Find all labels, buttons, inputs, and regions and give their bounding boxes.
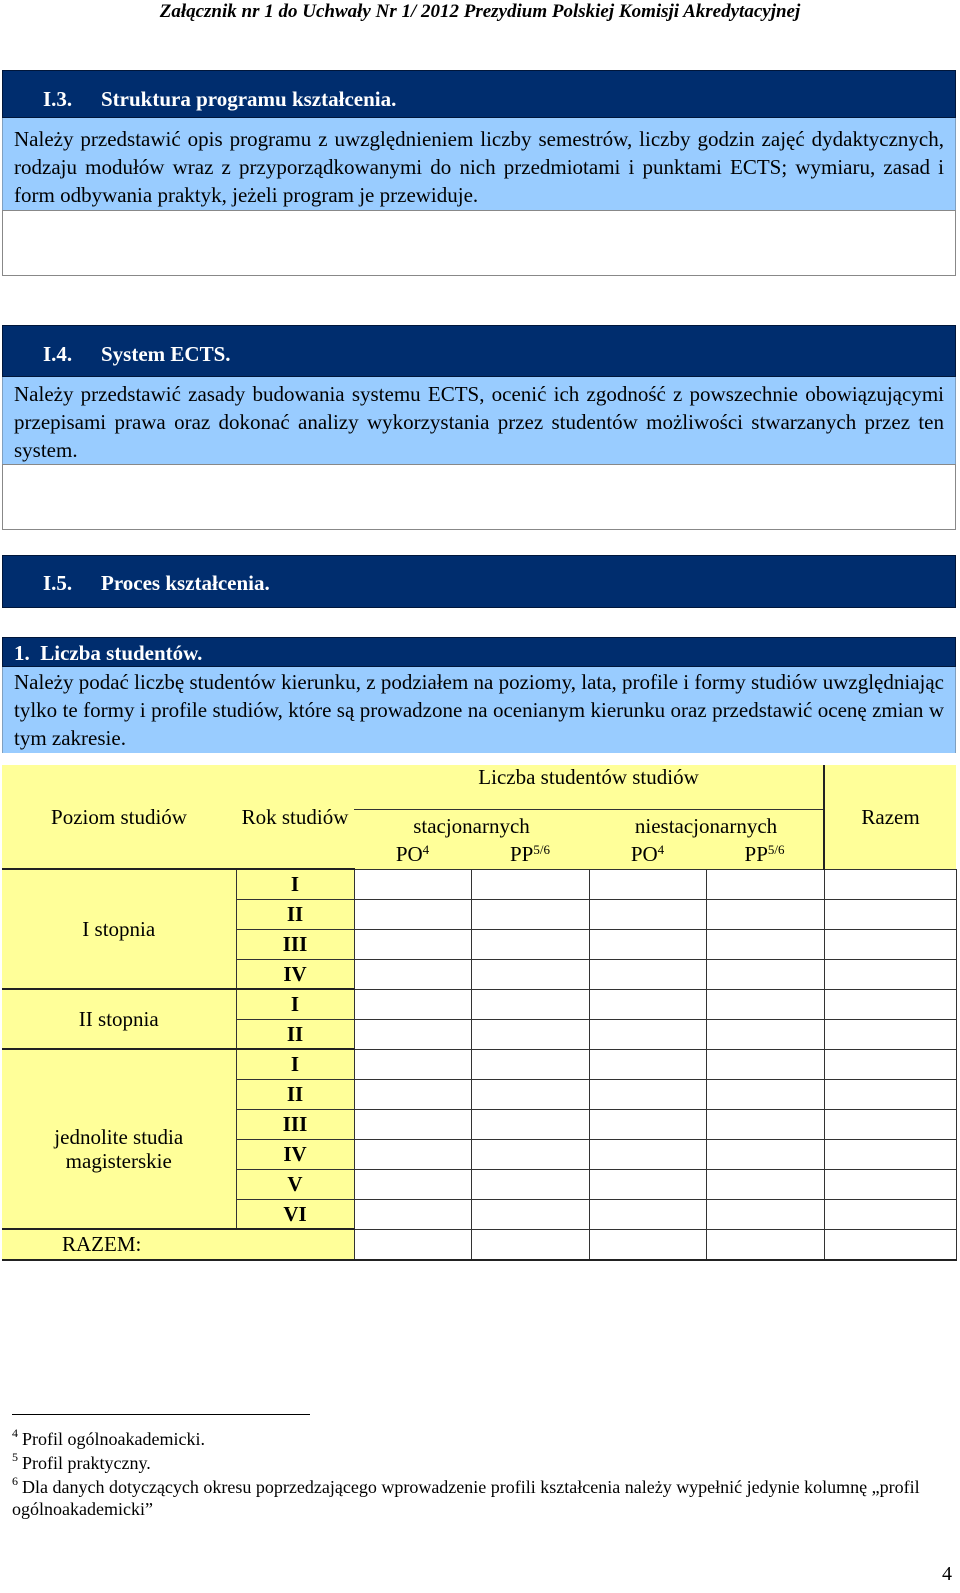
data-cell[interactable]	[589, 1019, 706, 1049]
instruction-i3: Należy przedstawić opis programu z uwzględnieniem liczby semestrów, liczby godzin zajęć dydaktycznych, rodzaju modułów wraz z przyporządkowanymi do nich przedmiotami i punktami ECTS; wymiaru, zasad i form odbywania praktyk, jeżeli program je przewiduje.	[2, 118, 956, 210]
footnote-separator	[12, 1414, 310, 1415]
section-title: Proces kształcenia.	[101, 571, 270, 595]
level-long-cycle-line1: jednolite studia	[54, 1125, 184, 1149]
year-cell: I	[236, 989, 354, 1019]
total-cell[interactable]	[471, 1229, 589, 1260]
year-cell: III	[236, 929, 354, 959]
data-cell[interactable]	[354, 1169, 471, 1199]
level-second-cycle: II stopnia	[2, 989, 236, 1049]
col-header-po: $PO^4$	[354, 839, 471, 869]
col-header-pp: $PP^{5/6}$	[471, 839, 589, 869]
data-cell[interactable]	[471, 1079, 589, 1109]
section-number: I.3.	[43, 87, 73, 111]
data-cell[interactable]	[706, 1199, 824, 1229]
level-first-cycle: I stopnia	[2, 869, 236, 989]
data-cell[interactable]	[471, 1019, 589, 1049]
data-cell[interactable]	[706, 1109, 824, 1139]
data-cell[interactable]	[589, 1109, 706, 1139]
data-cell[interactable]	[471, 989, 589, 1019]
data-cell[interactable]	[471, 1109, 589, 1139]
data-cell[interactable]	[824, 1079, 956, 1109]
section-number: I.5.	[43, 571, 73, 595]
data-cell[interactable]	[471, 959, 589, 989]
data-cell[interactable]	[589, 1199, 706, 1229]
data-cell[interactable]	[589, 1079, 706, 1109]
data-cell[interactable]	[471, 1049, 589, 1079]
data-cell[interactable]	[354, 1199, 471, 1229]
data-cell[interactable]	[824, 1019, 956, 1049]
col-header-total: Razem	[824, 765, 956, 869]
year-cell: II	[236, 1019, 354, 1049]
col-header-po: $PO^4$	[589, 839, 706, 869]
data-cell[interactable]	[354, 989, 471, 1019]
year-cell: IV	[236, 1139, 354, 1169]
total-cell[interactable]	[354, 1229, 471, 1260]
data-cell[interactable]	[471, 1199, 589, 1229]
data-cell[interactable]	[354, 1019, 471, 1049]
data-cell[interactable]	[706, 1019, 824, 1049]
col-header-year: Rok studiów	[236, 765, 354, 869]
data-cell[interactable]	[706, 929, 824, 959]
data-cell[interactable]	[589, 1139, 706, 1169]
data-cell[interactable]	[824, 989, 956, 1019]
data-cell[interactable]	[354, 1139, 471, 1169]
data-cell[interactable]	[824, 959, 956, 989]
section-bar-i3	[2, 70, 956, 118]
year-cell: V	[236, 1169, 354, 1199]
data-cell[interactable]	[471, 929, 589, 959]
year-cell: III	[236, 1109, 354, 1139]
data-cell[interactable]	[354, 1049, 471, 1079]
answer-field-i4[interactable]	[2, 464, 956, 530]
data-cell[interactable]	[706, 1079, 824, 1109]
year-cell: IV	[236, 959, 354, 989]
data-cell[interactable]	[354, 929, 471, 959]
data-cell[interactable]	[824, 899, 956, 929]
data-cell[interactable]	[824, 1049, 956, 1079]
page-number: 4	[942, 1563, 952, 1585]
col-header-pp: $PP^{5/6}$	[706, 839, 824, 869]
subsection-title: 1. Liczba studentów.	[14, 641, 203, 665]
data-cell[interactable]	[354, 1079, 471, 1109]
section-title: Struktura programu kształcenia.	[101, 87, 397, 111]
data-cell[interactable]	[706, 989, 824, 1019]
data-cell[interactable]	[824, 1169, 956, 1199]
year-cell: I	[236, 869, 354, 899]
data-cell[interactable]	[471, 1139, 589, 1169]
total-cell[interactable]	[706, 1229, 824, 1260]
section-title: System ECTS.	[101, 342, 231, 366]
data-cell[interactable]	[589, 1049, 706, 1079]
data-cell[interactable]	[706, 869, 824, 899]
data-cell[interactable]	[589, 989, 706, 1019]
data-cell[interactable]	[824, 1109, 956, 1139]
col-header-level: Poziom studiów	[2, 765, 236, 869]
data-cell[interactable]	[354, 1109, 471, 1139]
data-cell[interactable]	[706, 1139, 824, 1169]
footnote: $^6$ Dla danych dotyczących okresu poprzedzającego wprowadzenie profili kształcenia należy wypełnić jedynie kolumnę „profil ogólnoakademicki”	[12, 1474, 920, 1519]
answer-field-i3[interactable]	[2, 210, 956, 276]
year-cell: VI	[236, 1199, 354, 1229]
data-cell[interactable]	[706, 1169, 824, 1199]
level-long-cycle-line2: magisterskie	[65, 1149, 172, 1173]
data-cell[interactable]	[354, 899, 471, 929]
instruction-sub1: Należy podać liczbę studentów kierunku, z podziałem na poziomy, lata, profile i formy studiów uwzględniając tylko te formy i profile studiów, które są prowadzone na ocenianym kierunku oraz przedstawić ocenę zmian w tym zakresie.	[2, 667, 956, 753]
footnote: $^4$ Profil ogólnoakademicki.	[12, 1426, 205, 1449]
data-cell[interactable]	[589, 1169, 706, 1199]
data-cell[interactable]	[706, 959, 824, 989]
data-cell[interactable]	[824, 1199, 956, 1229]
section-number: I.4.	[43, 342, 73, 366]
data-cell[interactable]	[471, 1169, 589, 1199]
data-cell[interactable]	[589, 869, 706, 899]
data-cell[interactable]	[824, 1139, 956, 1169]
col-header-part-time: niestacjonarnych	[589, 809, 824, 839]
col-header-count: Liczba studentów studiów	[354, 765, 824, 809]
data-cell[interactable]	[354, 869, 471, 899]
level-long-cycle	[2, 1049, 236, 1229]
data-cell[interactable]	[471, 899, 589, 929]
data-cell[interactable]	[824, 929, 956, 959]
student-count-table	[2, 765, 957, 1261]
section-bar-i4	[2, 325, 956, 377]
footnote: $^5$ Profil praktyczny.	[12, 1450, 151, 1473]
data-cell[interactable]	[589, 899, 706, 929]
year-cell: II	[236, 1079, 354, 1109]
data-cell[interactable]	[471, 869, 589, 899]
year-cell: I	[236, 1049, 354, 1079]
data-cell[interactable]	[706, 899, 824, 929]
data-cell[interactable]	[589, 929, 706, 959]
col-header-full-time: stacjonarnych	[354, 809, 589, 839]
document-header: Załącznik nr 1 do Uchwały Nr 1/ 2012 Prezydium Polskiej Komisji Akredytacyjnej	[159, 1, 801, 22]
section-bar-i5	[2, 555, 956, 608]
total-row-label: RAZEM:	[2, 1229, 354, 1260]
instruction-i4: Należy przedstawić zasady budowania systemu ECTS, ocenić ich zgodność z powszechnie obowiązującymi przepisami prawa oraz dokonać analizy wykorzystania przez studentów możliwości stwarzanych przez ten system.	[2, 377, 956, 464]
total-cell[interactable]	[824, 1229, 956, 1260]
data-cell[interactable]	[706, 1049, 824, 1079]
data-cell[interactable]	[354, 959, 471, 989]
data-cell[interactable]	[824, 869, 956, 899]
year-cell: II	[236, 899, 354, 929]
data-cell[interactable]	[589, 959, 706, 989]
total-cell[interactable]	[589, 1229, 706, 1260]
subsection-bar-1	[2, 637, 956, 667]
